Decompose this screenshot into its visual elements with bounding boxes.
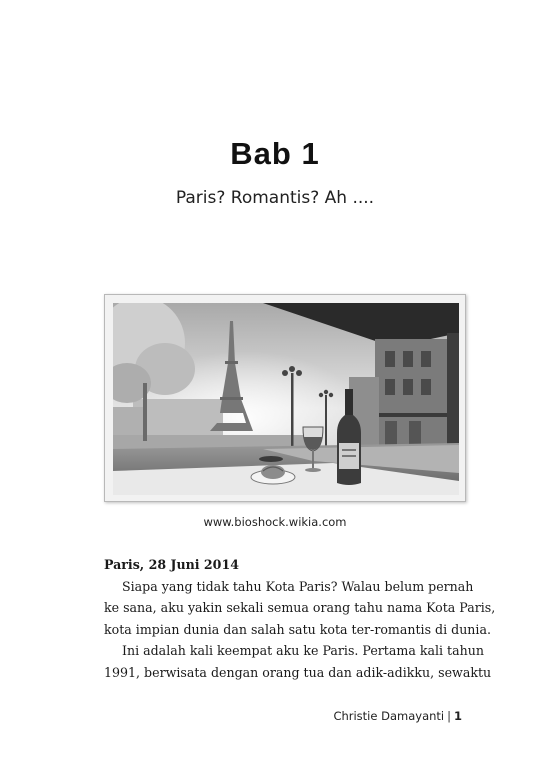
paris-photo	[104, 294, 466, 502]
page-footer	[333, 709, 462, 723]
footer-author: Christie Damayanti	[333, 709, 445, 723]
paris-cafe-illustration	[113, 303, 459, 495]
text-line: Siapa yang tidak tahu Kota Paris? Walau belum pernah	[122, 578, 474, 594]
page-number: 1	[453, 709, 462, 723]
footer-separator: |	[447, 709, 451, 723]
text-line: kota impian dunia dan salah satu kota ter-romantis di dunia.	[104, 621, 491, 637]
text-line: Ini adalah kali keempat aku ke Paris. Pertama kali tahun	[122, 643, 484, 658]
body-text	[104, 554, 496, 683]
chapter-subtitle: Paris? Romantis? Ah ....	[175, 188, 375, 208]
text-line: 1991, berwisata dengan orang tua dan adik-adikku, sewaktu	[104, 664, 492, 680]
text-line: ke sana, aku yakin sekali semua orang tahu nama Kota Paris,	[104, 600, 496, 615]
chapter-title: Bab 1	[230, 136, 320, 171]
photo-caption: www.bioshock.wikia.com	[203, 515, 347, 529]
section-date-heading: Paris, 28 Juni 2014	[104, 557, 239, 572]
